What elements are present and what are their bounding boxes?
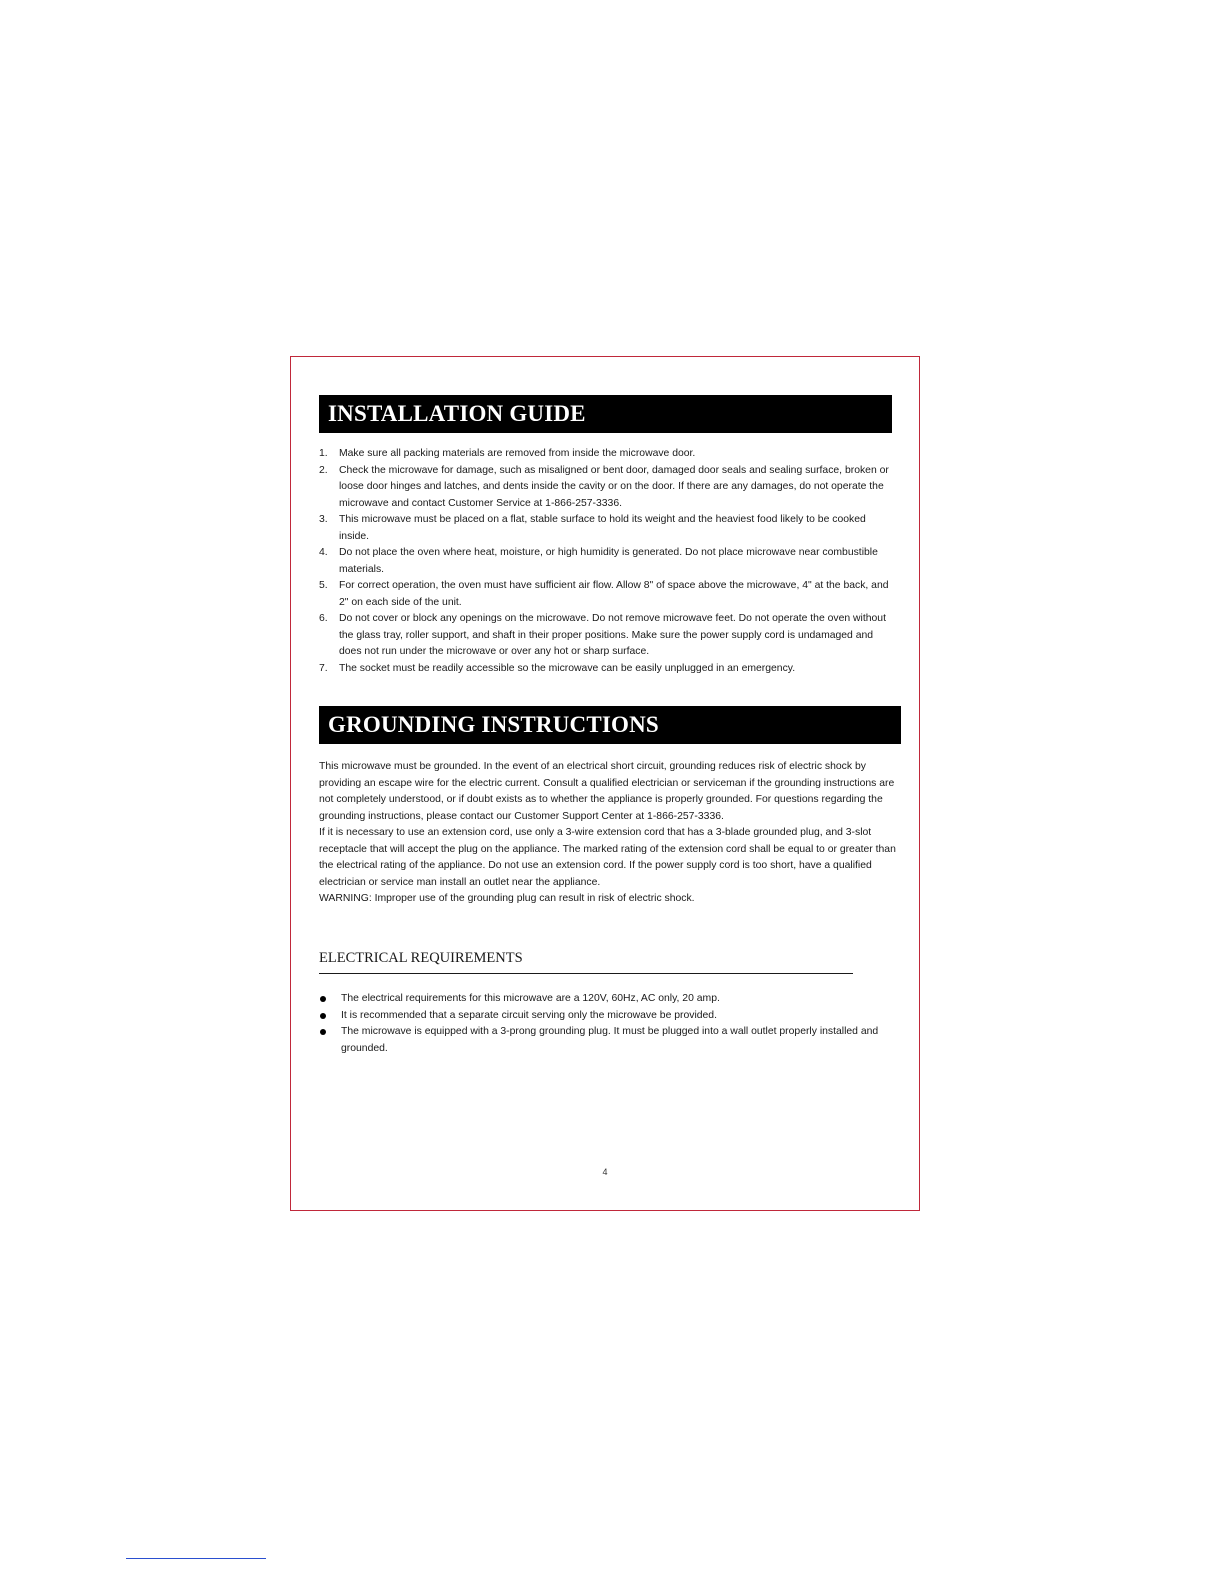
list-item: [319, 1024, 897, 1057]
item-text: The microwave is equipped with a 3-prong grounding plug. It must be plugged into a wall outlet properly installed and grounded.: [341, 1026, 879, 1054]
electrical-requirements-list: [319, 991, 897, 1057]
item-text: Make sure all packing materials are removed from inside the microwave door.: [339, 448, 696, 459]
section-divider: [319, 973, 853, 974]
list-item: [319, 578, 897, 611]
installation-guide-list: [319, 446, 897, 677]
grounding-warning: WARNING: Improper use of the grounding plug can result in risk of electric shock.: [319, 893, 695, 904]
grounding-instructions-header: GROUNDING INSTRUCTIONS: [319, 706, 901, 744]
item-text: The electrical requirements for this microwave are a 120V, 60Hz, AC only, 20 amp.: [341, 993, 720, 1004]
item-number: 4.: [319, 547, 328, 558]
item-number: 3.: [319, 514, 328, 525]
item-number: 2.: [319, 464, 328, 476]
item-text: Do not cover or block any openings on the microwave. Do not remove microwave feet. Do not operate the oven without the glass tray, roller support, and shaft in their proper positions. Make sure the power supply cord is undamaged and does not run under the microwave or over any hot or sharp surface.: [339, 613, 886, 657]
bullet-icon: [320, 996, 326, 1002]
item-text: Check the microwave for damage, such as misaligned or bent door, damaged door seals and sealing surface, broken or loose door hinges and latches, and dents inside the cavity or on the door. If there are any damages, do not operate the microwave and contact Customer Service at 1-866-257-3336.: [339, 464, 889, 509]
grounding-paragraph: If it is necessary to use an extension cord, use only a 3-wire extension cord that has a 3-blade grounded plug, and 3-slot receptacle that will accept the plug on the appliance. The marked rating of the extension cord shall be equal to or greater than the electrical rating of the appliance. Do not use an extension cord. If the power supply cord is too short, have a qualified electrician or service man install an outlet near the appliance.: [319, 827, 896, 888]
grounding-paragraph: This microwave must be grounded. In the event of an electrical short circuit, grounding reduces risk of electric shock by providing an escape wire for the electric current. Consult a qualified electrician or serviceman if the grounding instructions are not completely understood, or if doubt exists as to whether the appliance is properly grounded. For questions regarding the grounding instructions, please contact our Customer Support Center at 1-866-257-3336.: [319, 761, 895, 822]
page-number: 4: [602, 1167, 608, 1177]
list-item: [319, 1008, 897, 1025]
installation-guide-header: INSTALLATION GUIDE: [319, 395, 892, 433]
footnote-rule: [126, 1558, 266, 1559]
list-item: [319, 661, 897, 678]
item-number: 6.: [319, 613, 328, 624]
item-text: For correct operation, the oven must have sufficient air flow. Allow 8" of space above the microwave, 4" at the back, and 2" on each side of the unit.: [339, 580, 889, 608]
list-item: [319, 463, 897, 513]
list-item: [319, 611, 897, 661]
item-text: It is recommended that a separate circuit serving only the microwave be provided.: [341, 1009, 717, 1021]
electrical-requirements-title: ELECTRICAL REQUIREMENTS: [319, 950, 523, 966]
bullet-icon: [320, 1013, 326, 1019]
list-item: [319, 512, 897, 545]
item-text: The socket must be readily accessible so the microwave can be easily unplugged in an emergency.: [339, 662, 796, 674]
item-number: 5.: [319, 580, 328, 591]
item-text: This microwave must be placed on a flat, stable surface to hold its weight and the heaviest food likely to be cooked inside.: [339, 514, 866, 542]
grounding-instructions-body: [319, 759, 897, 908]
list-item: [319, 446, 897, 463]
item-number: 1.: [319, 448, 328, 459]
list-item: [319, 545, 897, 578]
item-number: 7.: [319, 662, 328, 674]
item-text: Do not place the oven where heat, moisture, or high humidity is generated. Do not place microwave near combustible materials.: [339, 547, 878, 575]
bullet-icon: [320, 1029, 326, 1035]
list-item: [319, 991, 897, 1008]
